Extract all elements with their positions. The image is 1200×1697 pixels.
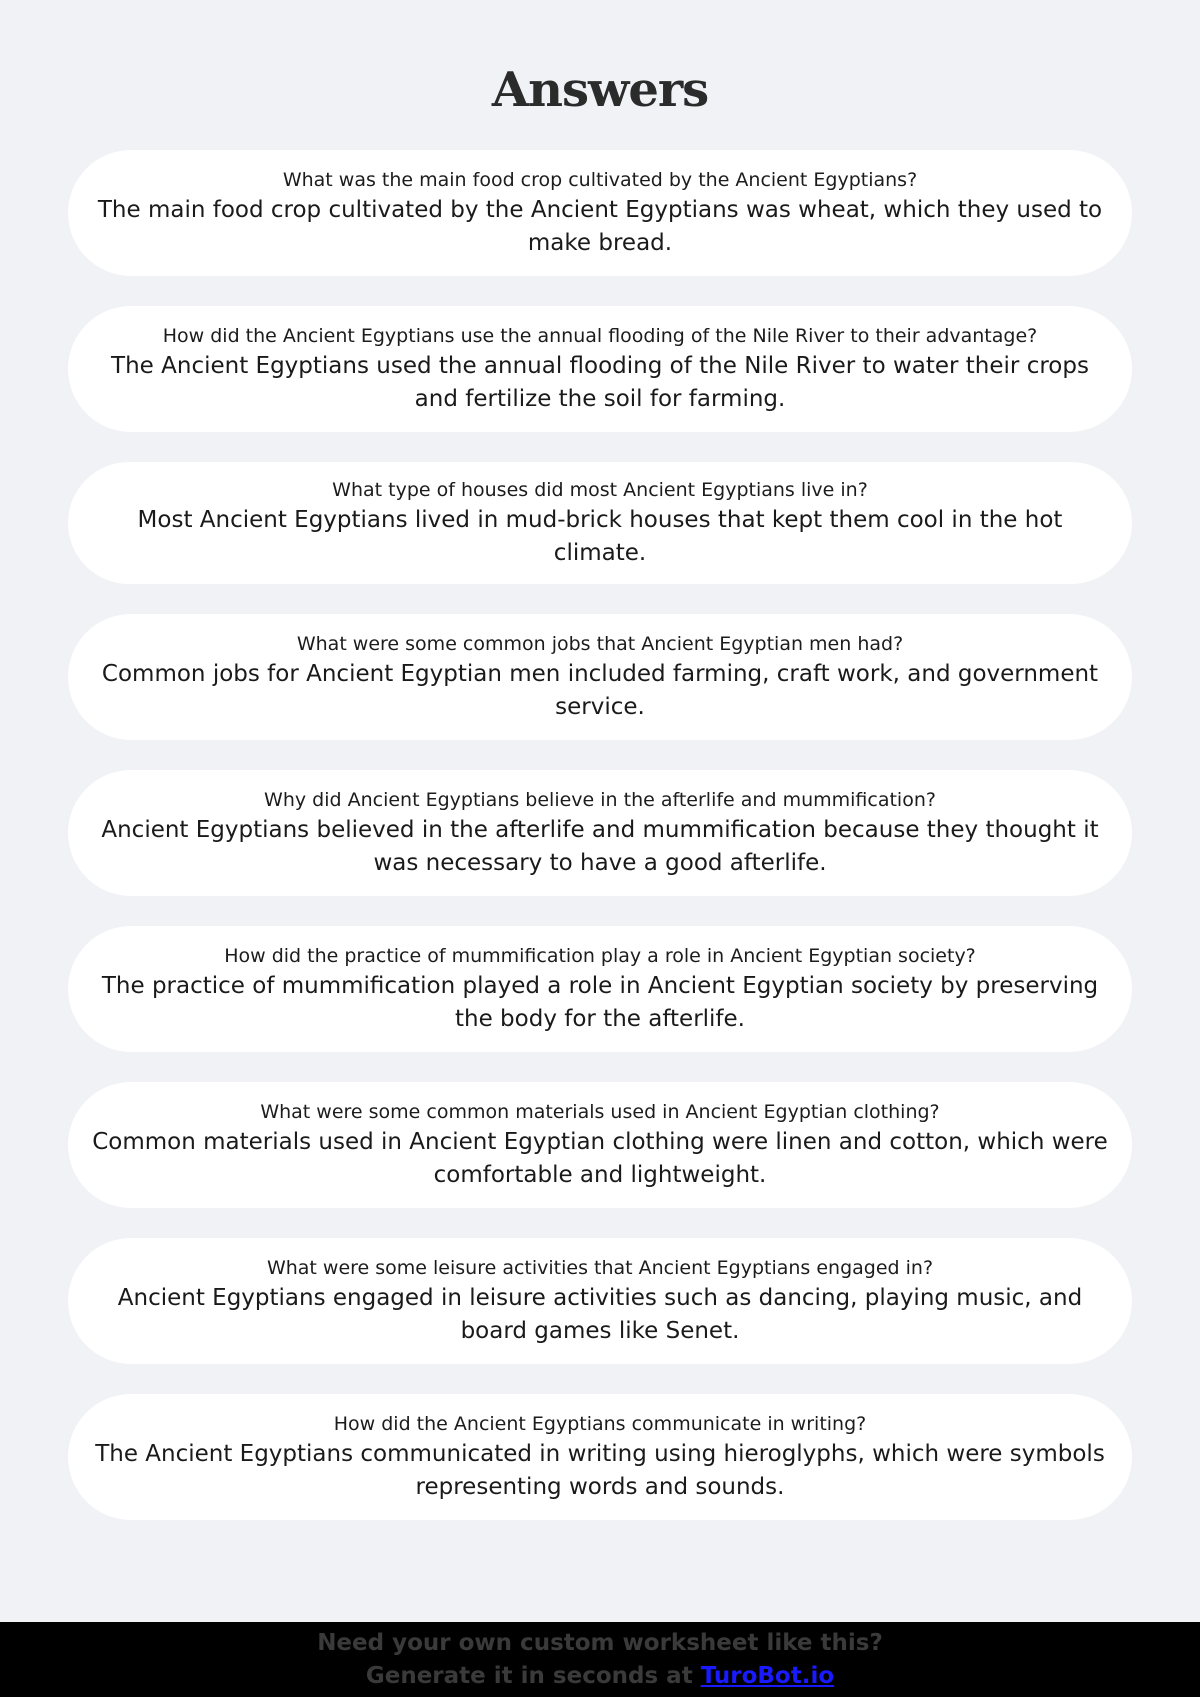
answer-text: The main food crop cultivated by the Ancient Egyptians was wheat, which they used to make bread. [97,197,1103,256]
question-text: Why did Ancient Egyptians believe in the afterlife and mummification? [264,789,936,811]
answer-text: The Ancient Egyptians used the annual flooding of the Nile River to water their crops and fertilize the soil for farming. [111,353,1089,412]
answer-text: Ancient Egyptians believed in the afterlife and mummification because they thought it was necessary to have a good afterlife. [101,817,1099,876]
answer-card-9 [68,1394,1132,1520]
answer-card-6 [68,926,1132,1052]
question-text: How did the Ancient Egyptians use the annual flooding of the Nile River to their advantage? [162,325,1038,347]
answer-text: Most Ancient Egyptians lived in mud-brick houses that kept them cool in the hot climate. [137,507,1063,566]
answer-card-2 [68,306,1132,432]
promo-footer [0,1622,1200,1697]
question-text: How did the practice of mummification play a role in Ancient Egyptian society? [224,945,976,967]
answer-text: Common jobs for Ancient Egyptian men included farming, craft work, and government service. [101,661,1099,720]
question-text: What type of houses did most Ancient Egyptians live in? [332,479,868,501]
question-text: What were some leisure activities that Ancient Egyptians engaged in? [266,1257,934,1279]
answer-card-5 [68,770,1132,896]
answer-text: The practice of mummification played a role in Ancient Egyptian society by preserving the body for the afterlife. [101,973,1099,1032]
answer-text: Common materials used in Ancient Egyptian clothing were linen and cotton, which were comfortable and lightweight. [92,1129,1108,1188]
question-text: What were some common jobs that Ancient Egyptian men had? [296,633,904,655]
answers-list [68,150,1132,1550]
footer-line-1: Need your own custom worksheet like this? [317,1630,883,1656]
page-title: Answers [491,62,709,118]
footer-line-2 [0,1660,1200,1693]
question-text: How did the Ancient Egyptians communicate in writing? [333,1413,867,1435]
answer-card-1 [68,150,1132,276]
turobot-link[interactable]: TuroBot.io [700,1663,835,1689]
answer-card-7 [68,1082,1132,1208]
answer-card-3 [68,462,1132,584]
question-text: What were some common materials used in Ancient Egyptian clothing? [260,1101,940,1123]
answer-text: Ancient Egyptians engaged in leisure activities such as dancing, playing music, and board games like Senet. [117,1285,1083,1344]
answer-card-8 [68,1238,1132,1364]
footer-line-2-text: Generate it in seconds at [365,1663,701,1689]
answer-card-4 [68,614,1132,740]
answer-text: The Ancient Egyptians communicated in writing using hieroglyphs, which were symbols representing words and sounds. [95,1441,1105,1500]
question-text: What was the main food crop cultivated by the Ancient Egyptians? [282,169,918,191]
